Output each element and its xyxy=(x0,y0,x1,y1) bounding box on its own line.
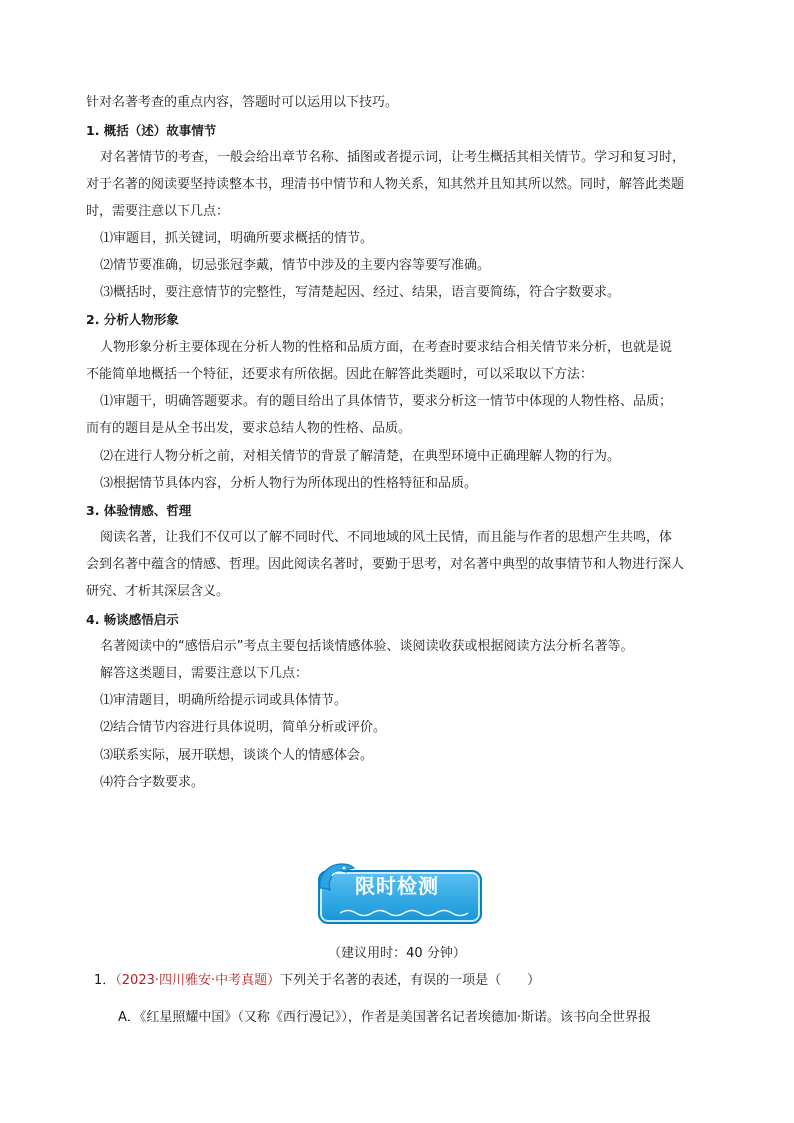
section-1-title: 1. 概括（述）故事情节 xyxy=(86,123,217,138)
section-2-item: 而有的题目是从全书出发，要求总结人物的性格、品质。 xyxy=(86,421,412,436)
section-1-item: ⑴审题目，抓关键词，明确所要求概括的情节。 xyxy=(100,231,374,246)
section-4-item: ⑷符合字数要求。 xyxy=(100,775,205,790)
question-1 xyxy=(94,970,734,992)
section-1-paragraph-line: 对名著情节的考查，一般会给出章节名称、插图或者提示词，让考生概括其相关情节。学习和复习时， xyxy=(100,150,686,165)
badge-label: 限时检测 xyxy=(355,874,439,898)
section-3-paragraph-line: 研究、才析其深层含义。 xyxy=(86,584,230,599)
section-2-item: ⑴审题干，明确答题要求。有的题目给出了具体情节，要求分析这一情节中体现的人物性格、品质； xyxy=(100,394,673,409)
section-4-item: ⑵结合情节内容进行具体说明，简单分析或评价。 xyxy=(100,720,387,735)
section-1-paragraph-line: 时，需要注意以下几点： xyxy=(86,204,230,219)
section-1-paragraph-line: 对于名著的阅读要坚持读整本书，理清书中情节和人物关系，知其然并且知其所以然。同时，解答此类题 xyxy=(86,177,685,192)
wave-decoration xyxy=(340,908,470,918)
intro-text: 针对名著考查的重点内容，答题时可以运用以下技巧。 xyxy=(86,95,399,110)
section-2-paragraph-line: 不能简单地概括一个特征，还要求有所依据。因此在解答此类题时，可以采取以下方法： xyxy=(86,367,594,382)
section-3-paragraph-line: 阅读名著，让我们不仅可以了解不同时代、不同地域的风土民情，而且能与作者的思想产生共鸣，体 xyxy=(100,530,673,545)
timed-test-badge xyxy=(314,858,484,928)
section-4-paragraph: 解答这类题目，需要注意以下几点： xyxy=(100,666,309,681)
section-3-title: 3. 体验情感、哲理 xyxy=(86,503,192,518)
section-2-paragraph-line: 人物形象分析主要体现在分析人物的性格和品质方面，在考查时要求结合相关情节来分析，也就是说 xyxy=(100,340,673,355)
question-source: （2023·四川雅安·中考真题） xyxy=(115,973,281,988)
section-4-title: 4. 畅谈感悟启示 xyxy=(86,612,179,627)
section-1-item: ⑵情节要准确，切忌张冠李戴，情节中涉及的主要内容等要写准确。 xyxy=(100,258,491,273)
suggested-time: （建议用时：40 分钟） xyxy=(328,946,466,961)
section-4-item: ⑴审清题目，明确所给提示词或具体情节。 xyxy=(100,693,348,708)
question-1-option-a: A．《红星照耀中国》（又称《西行漫记》），作者是美国著名记者埃德加·斯诺。该书向全世界报 xyxy=(118,1010,652,1025)
question-stem: 下列关于名著的表述，有误的一项是（ ） xyxy=(280,973,541,988)
section-1-item: ⑶概括时，要注意情节的完整性，写清楚起因、经过、结果，语言要简练，符合字数要求。 xyxy=(100,285,621,300)
section-2-item: ⑵在进行人物分析之前，对相关情节的背景了解清楚，在典型环境中正确理解人物的行为。 xyxy=(100,449,621,464)
section-4-paragraph: 名著阅读中的“感悟启示”考点主要包括谈情感体验、谈阅读收获或根据阅读方法分析名著等。 xyxy=(100,639,634,654)
section-4-item: ⑶联系实际，展开联想，谈谈个人的情感体会。 xyxy=(100,748,374,763)
section-2-item: ⑶根据情节具体内容，分析人物行为所体现出的性格特征和品质。 xyxy=(100,476,478,491)
section-3-paragraph-line: 会到名著中蕴含的情感、哲理。因此阅读名著时，要勤于思考，对名著中典型的故事情节和人物进行深人 xyxy=(86,557,685,572)
question-number: 1． xyxy=(94,973,116,988)
dolphin-icon xyxy=(314,858,358,898)
section-2-title: 2. 分析人物形象 xyxy=(86,312,179,327)
